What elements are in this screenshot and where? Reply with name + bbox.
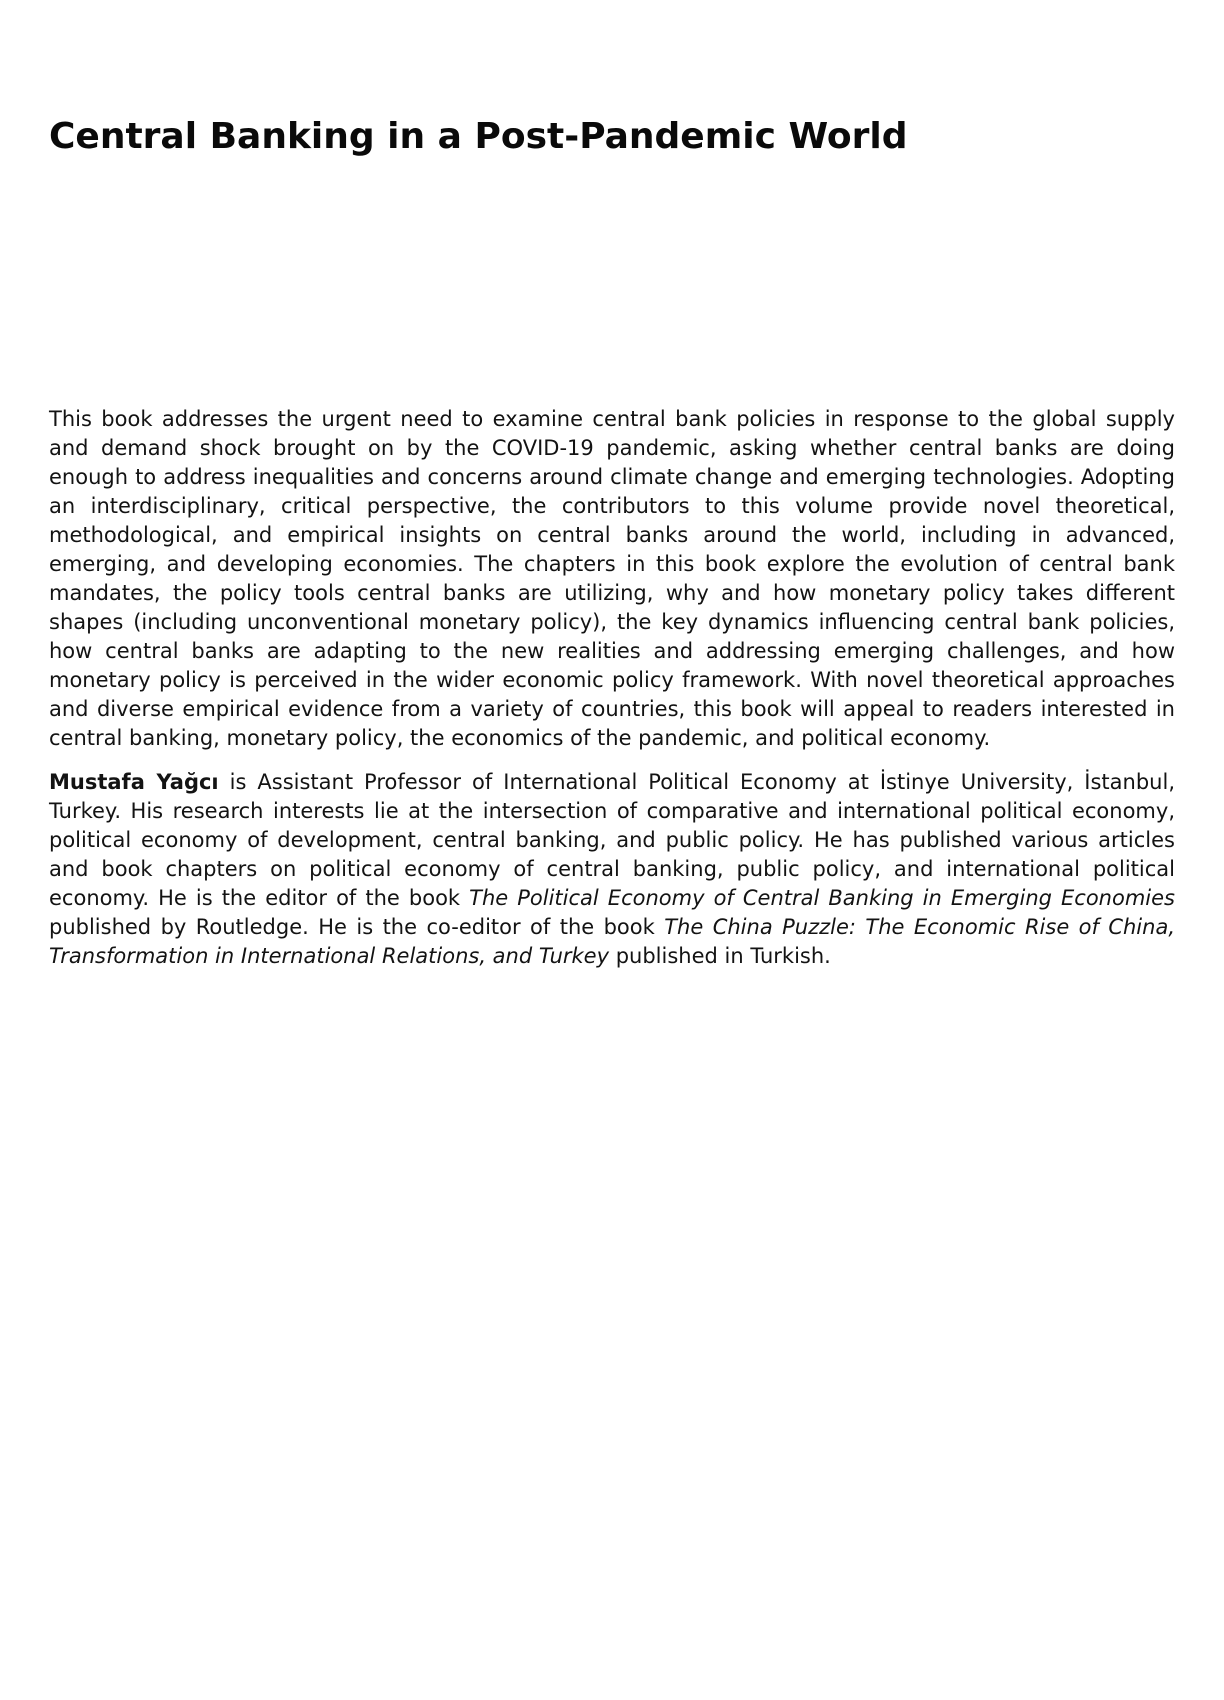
book-reference-china-puzzle: The China Puzzle: The Economic Rise of China, Transformation in International Relations, and Turkey (49, 915, 1175, 968)
book-description: This book addresses the urgent need to examine central bank policies in response to the global supply and demand shock brought on by the COVID-19 pandemic, asking whether central banks are doing enough to address inequalities and concerns around climate change and emerging technologies. Adopting an interdisciplinary, critical perspective, the contributors to this volume provide novel theoretical, methodological, and empirical insights on central banks around the world, including in advanced, emerging, and developing economies. The chapters in this book explore the evolution of central bank mandates, the policy tools central banks are utilizing, why and how monetary policy takes different shapes (including unconventional monetary policy), the key dynamics influencing central bank policies, how central banks are adapting to the new realities and addressing emerging challenges, and how monetary policy is perceived in the wider economic policy framework. With novel theoretical approaches and diverse empirical evidence from a variety of countries, this book will appeal to readers interested in central banking, monetary policy, the economics of the pandemic, and political economy. (49, 407, 1175, 750)
author-bio-text-2: published by Routledge. He is the co-editor of the book (49, 915, 665, 939)
book-title: Central Banking in a Post-Pandemic World (49, 116, 908, 157)
author-bio-text-3: published in Turkish. (609, 944, 831, 968)
book-reference-emerging-economies: The Political Economy of Central Banking in Emerging Economies (469, 886, 1175, 910)
author-bio-text-1: is Assistant Professor of International Political Economy at İstinye University, İstanbul, Turkey. His research interests lie at the intersection of comparative and international political economy, political economy of development, central banking, and public policy. He has published various articles and book chapters on political economy of central banking, public policy, and international political economy. He is the editor of the book (49, 770, 1175, 910)
book-info-page (0, 116, 1224, 1700)
author-bio (49, 768, 1175, 971)
author-name: Mustafa Yağcı (49, 770, 219, 794)
